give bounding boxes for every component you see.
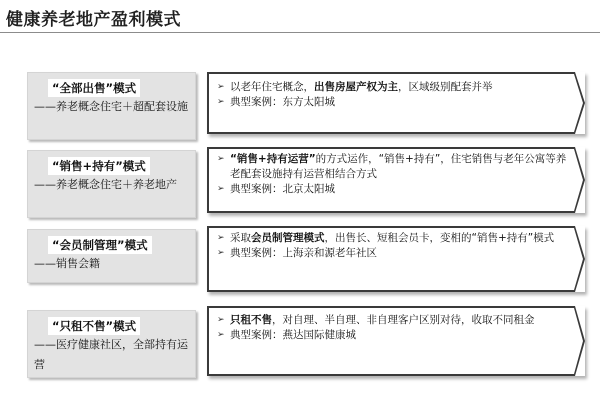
case-text: 典型案例：北京太阳城	[230, 183, 335, 195]
mode-detail-arrow-4	[207, 306, 585, 376]
mode-detail-list	[217, 313, 567, 343]
mode-heading: “只租不售”模式	[48, 317, 140, 335]
mode-heading: “全部出售”模式	[48, 79, 140, 97]
title-divider	[0, 32, 600, 33]
triangle-right-icon: ➢	[217, 184, 225, 194]
page-title: 健康养老地产盈利模式	[6, 10, 181, 30]
bullet-text: 的方式运作，“销售+持有”，住宅销售与老年公寓等养老配套设施持有运营相结合方式	[230, 153, 567, 180]
bullet-text: ，区域级别配套并举	[398, 81, 493, 93]
detail-bullet	[217, 80, 567, 95]
triangle-right-icon: ➢	[217, 154, 225, 164]
mode-detail-list	[217, 152, 567, 197]
triangle-right-icon: ➢	[217, 97, 225, 107]
mode-subtitle: ——养老概念住宅＋超配套设施	[34, 100, 188, 113]
case-text: 典型案例：东方太阳城	[230, 96, 335, 108]
bullet-text: ，对自理、半自理、非自理客户区别对待，收取不同租金	[272, 314, 535, 326]
bullet-text-bold: 只租不售	[230, 314, 272, 326]
bullet-text-bold: 会员制管理模式	[251, 232, 325, 244]
detail-bullet	[217, 95, 567, 110]
mode-subtitle: ——医疗健康社区，全部持有运营	[34, 338, 188, 371]
triangle-right-icon: ➢	[217, 330, 225, 340]
mode-subtitle: ——养老概念住宅＋养老地产	[34, 178, 177, 191]
case-text: 典型案例：燕达国际健康城	[230, 329, 356, 341]
bullet-text: 采取	[230, 232, 251, 244]
mode-heading: “会员制管理”模式	[48, 236, 152, 254]
mode-detail-arrow-3	[207, 226, 585, 292]
bullet-text: 以老年住宅概念，	[230, 81, 314, 93]
mode-subtitle: ——销售会籍	[34, 257, 100, 270]
triangle-right-icon: ➢	[217, 315, 225, 325]
mode-box-2	[27, 150, 196, 218]
mode-detail-list	[217, 80, 567, 110]
triangle-right-icon: ➢	[217, 233, 225, 243]
bullet-text: ，出售长、短租会员卡，变相的“销售+持有”模式	[324, 232, 555, 244]
mode-detail-arrow-1	[207, 72, 585, 134]
mode-detail-arrow-2	[207, 147, 585, 213]
mode-detail-list	[217, 231, 567, 261]
detail-bullet	[217, 246, 567, 261]
detail-bullet	[217, 182, 567, 197]
detail-bullet	[217, 328, 567, 343]
mode-heading: “销售+持有”模式	[48, 157, 150, 175]
detail-bullet	[217, 231, 567, 246]
triangle-right-icon: ➢	[217, 248, 225, 258]
mode-box-4	[27, 310, 196, 378]
mode-box-3	[27, 229, 196, 283]
mode-box-1	[27, 72, 196, 140]
detail-bullet	[217, 313, 567, 328]
bullet-text-bold: “销售+持有运营”	[230, 153, 316, 165]
triangle-right-icon: ➢	[217, 82, 225, 92]
detail-bullet	[217, 152, 567, 182]
bullet-text-bold: 出售房屋产权为主	[314, 81, 398, 93]
case-text: 典型案例：上海亲和源老年社区	[230, 247, 377, 259]
